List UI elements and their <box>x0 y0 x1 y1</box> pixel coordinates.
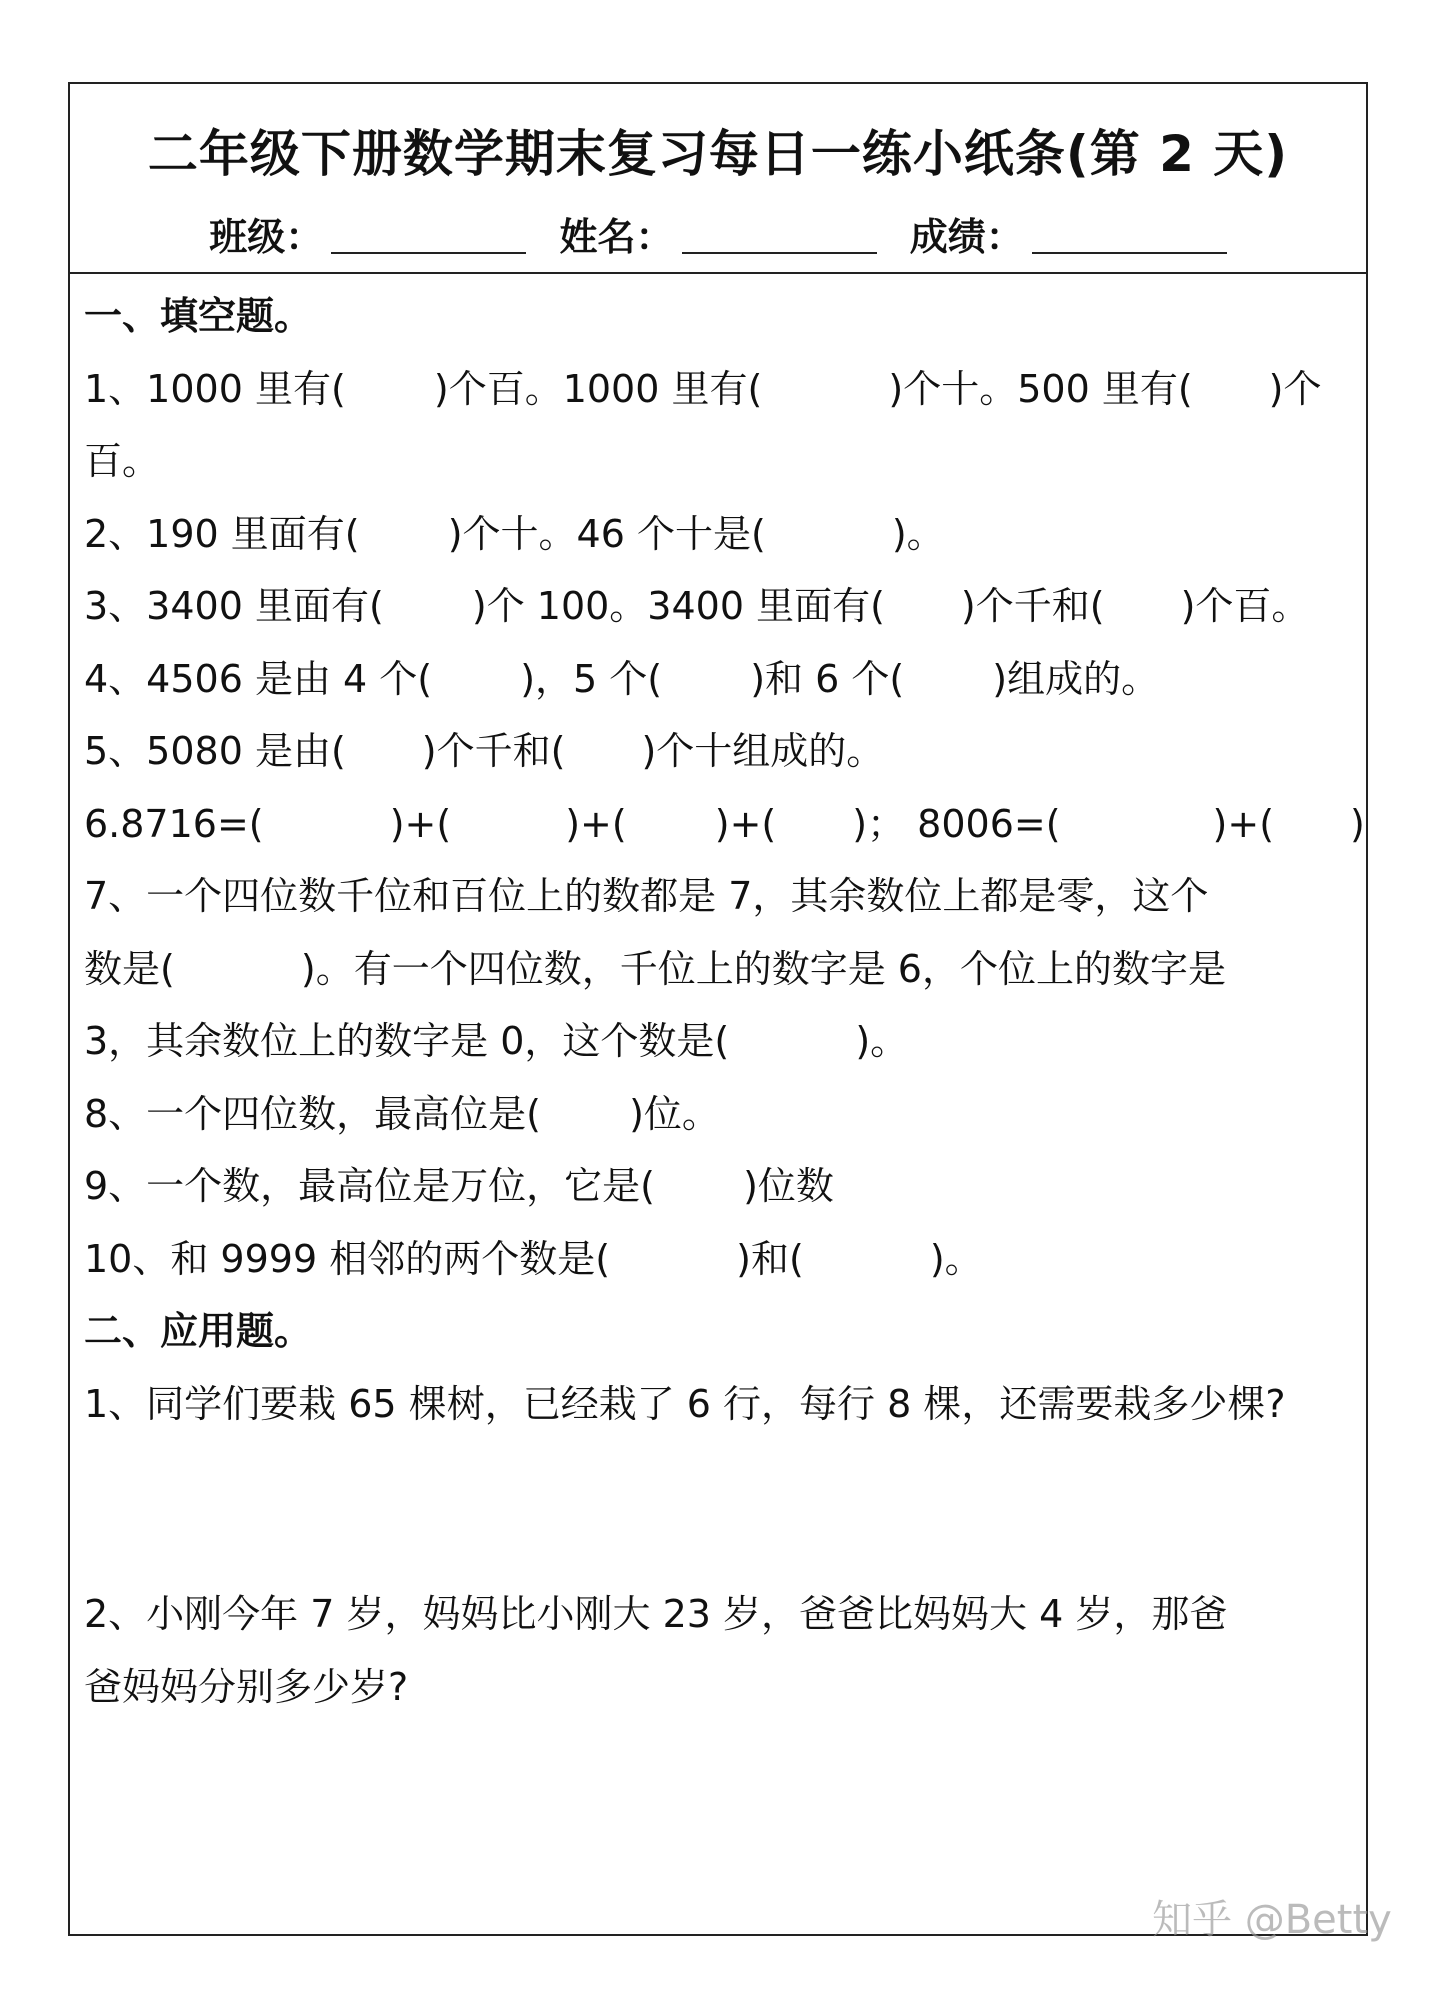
answer-space-1[interactable] <box>84 1440 1356 1578</box>
question-line: 2、190 里面有( )个十。46 个十是( )。 <box>84 511 945 556</box>
page-title: 二年级下册数学期末复习每日一练小纸条(第 2 天) <box>147 125 1289 183</box>
question-line: 1、1000 里有( )个百。1000 里有( )个十。500 里有( )个 <box>84 366 1322 411</box>
question-line: 9、一个数，最高位是万位，它是( )位数 <box>84 1164 834 1208</box>
question-line: 10、和 9999 相邻的两个数是( )和( )。 <box>84 1236 983 1281</box>
question-line: 3、3400 里面有( )个 100。3400 里面有( )个千和( )个百。 <box>84 584 1310 628</box>
question-line: 4、4506 是由 4 个( )，5 个( )和 6 个( )组成的。 <box>84 656 1160 701</box>
question-line: 5、5080 是由( )个千和( )个十组成的。 <box>84 729 885 773</box>
class-label: 班级： <box>209 215 324 259</box>
score-field <box>910 206 1227 261</box>
score-label: 成绩： <box>909 215 1024 259</box>
class-blank[interactable] <box>331 216 526 254</box>
question-line: 8、一个四位数，最高位是( )位。 <box>84 1091 720 1136</box>
worksheet-header <box>70 84 1366 274</box>
application-question-2-line2: 爸妈妈分别多少岁? <box>84 1664 409 1709</box>
worksheet-frame <box>68 82 1368 1936</box>
question-line: 6.8716=( )+( )+( )+( )； 8006=( )+( ) <box>84 801 1365 846</box>
question-line: 百。 <box>84 439 161 483</box>
section-application-heading: 二、应用题。 <box>84 1309 313 1353</box>
worksheet-content <box>84 280 1365 1723</box>
application-question-1: 1、同学们要栽 65 棵树，已经栽了 6 行，每行 8 棵，还需要栽多少棵? <box>84 1381 1286 1426</box>
name-field <box>559 206 876 261</box>
class-field <box>209 206 526 261</box>
name-label: 姓名： <box>559 215 674 259</box>
question-line: 3，其余数位上的数字是 0，这个数是( )。 <box>84 1019 909 1063</box>
section-fill-blank-heading: 一、填空题。 <box>84 294 313 338</box>
student-info-row <box>70 206 1366 261</box>
score-blank[interactable] <box>1032 216 1227 254</box>
name-blank[interactable] <box>682 216 877 254</box>
question-line: 数是( )。有一个四位数，千位上的数字是 6，个位上的数字是 <box>84 946 1226 991</box>
watermark: 知乎 @Betty <box>1152 1897 1392 1943</box>
question-line: 7、一个四位数千位和百位上的数都是 7，其余数位上都是零，这个 <box>84 874 1209 918</box>
application-question-2-line1: 2、小刚今年 7 岁，妈妈比小刚大 23 岁，爸爸比妈妈大 4 岁，那爸 <box>84 1592 1228 1636</box>
